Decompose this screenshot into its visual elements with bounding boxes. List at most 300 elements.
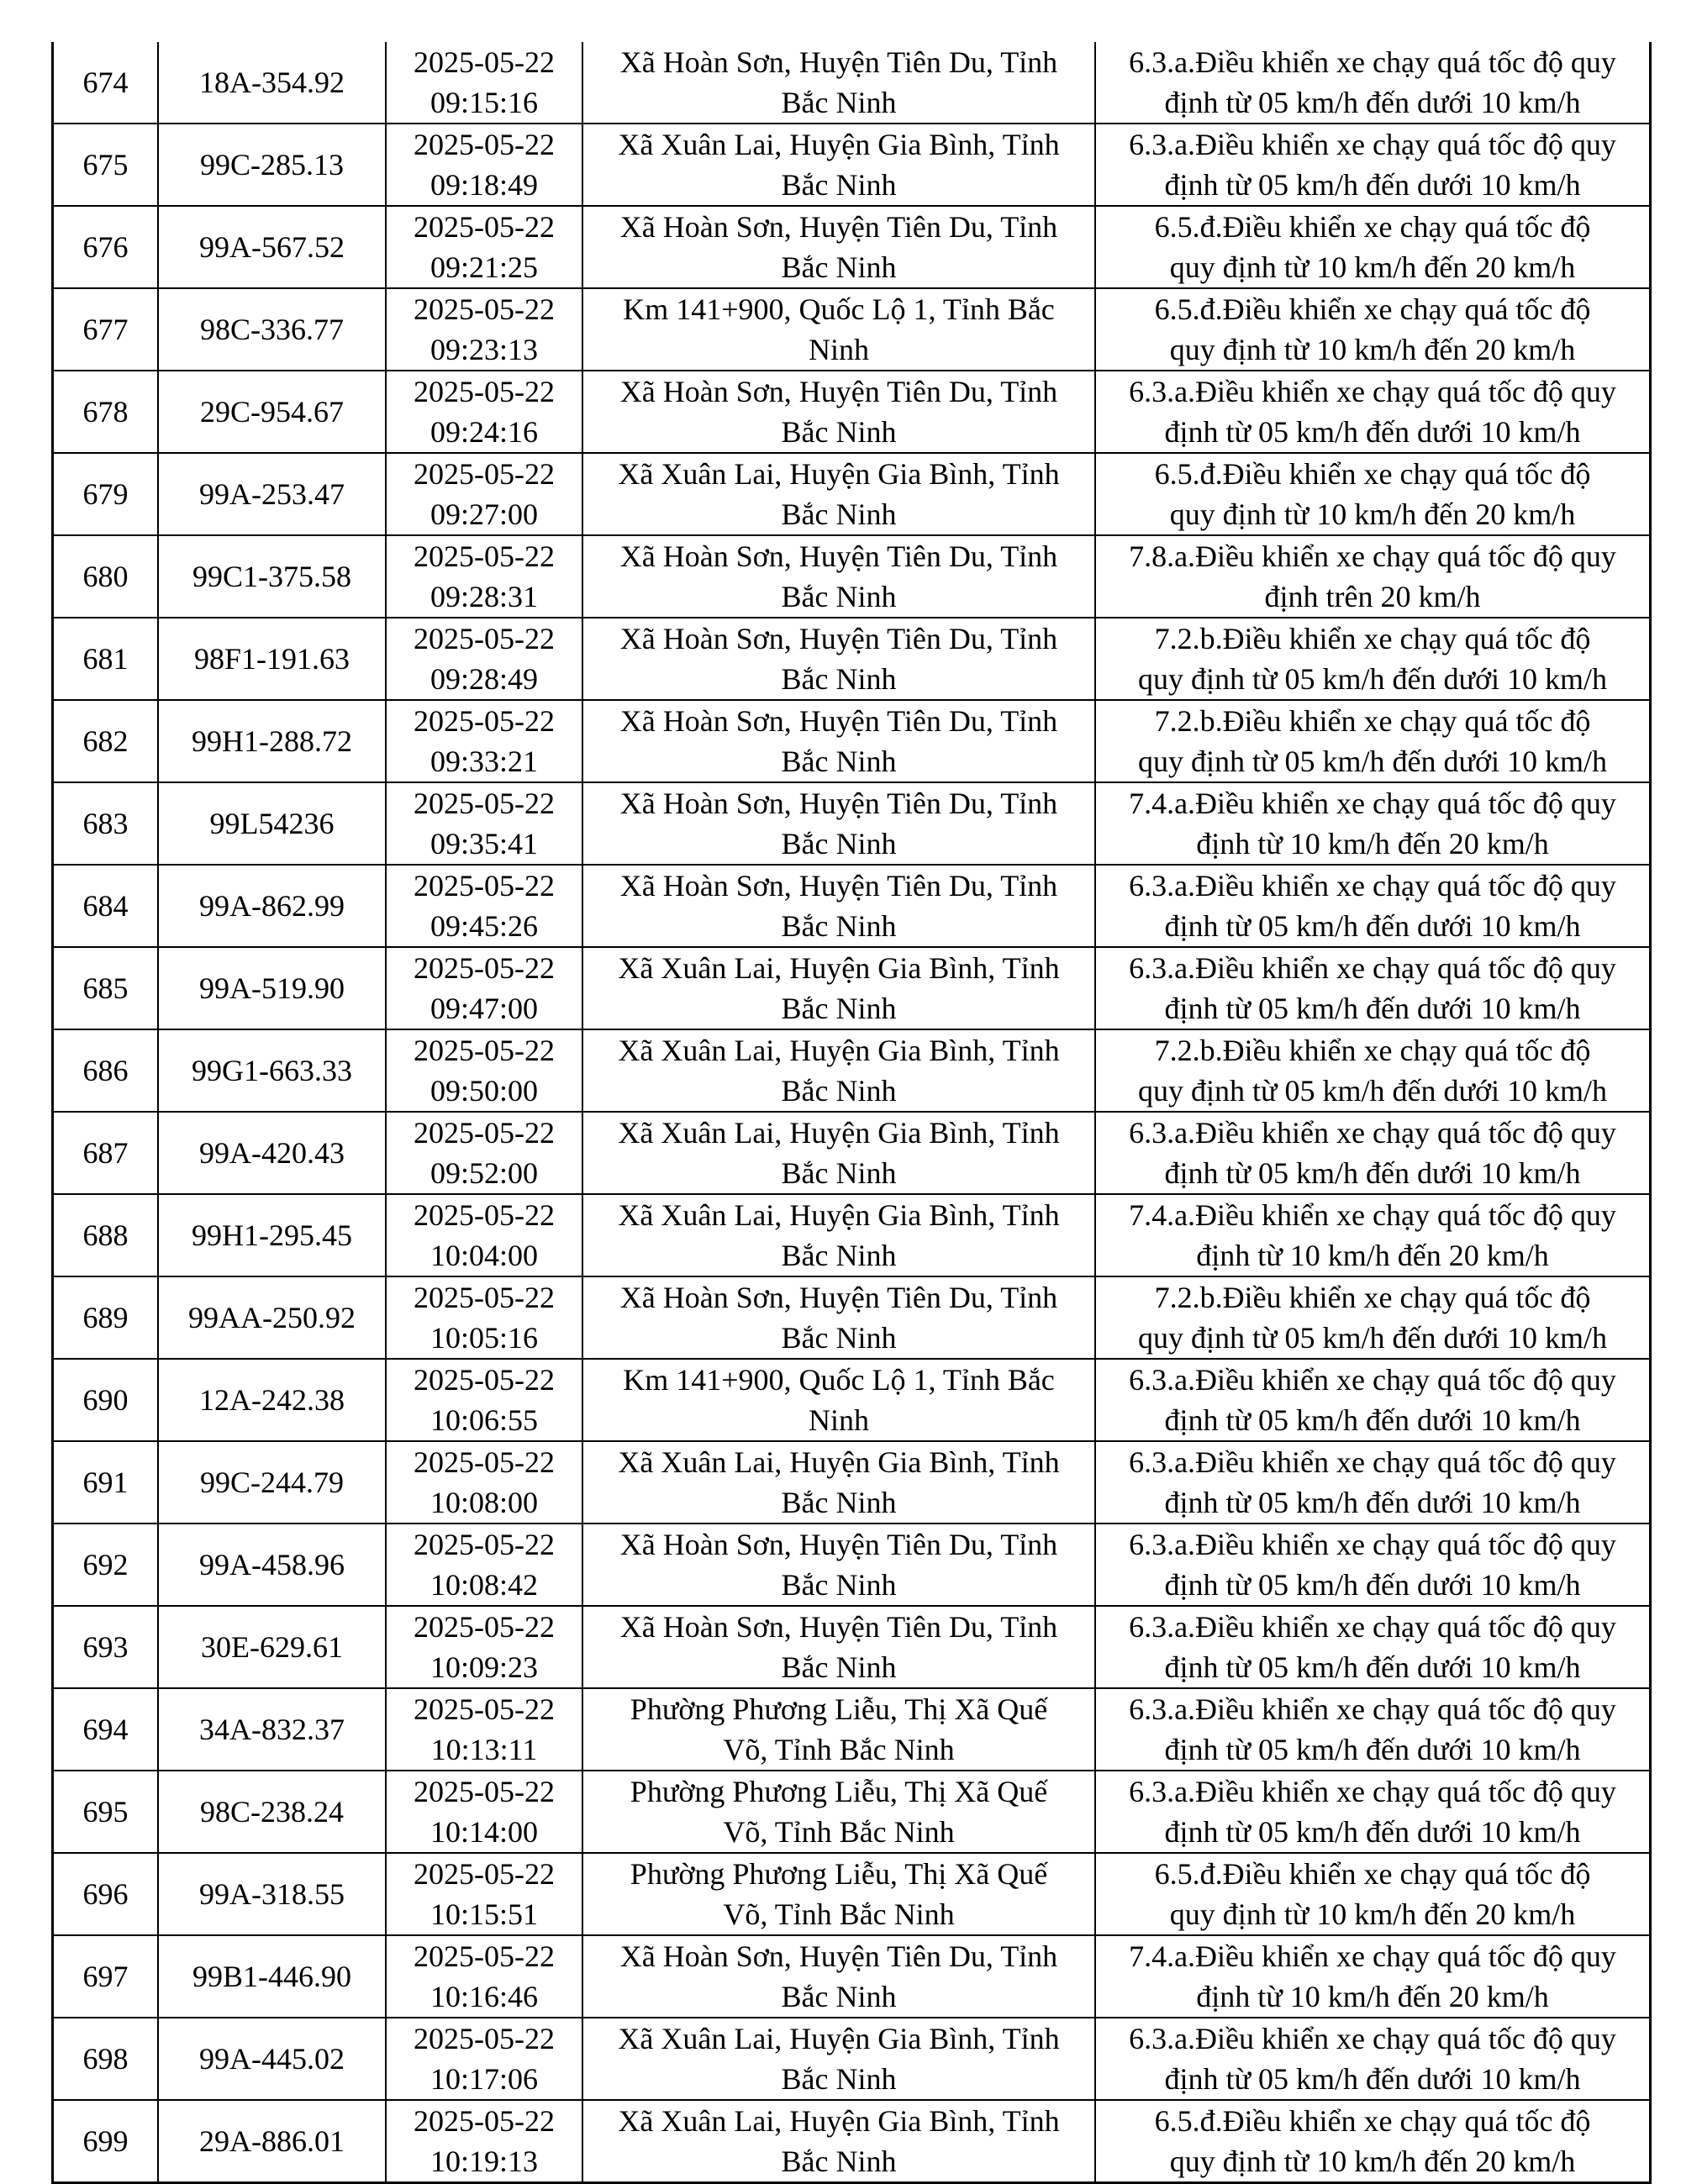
license-plate-cell	[158, 1359, 386, 1441]
license-plate: 98F1-191.63	[193, 642, 350, 676]
location-line: Xã Xuân Lai, Huyện Gia Bình, Tỉnh	[618, 1034, 1060, 1067]
license-plate-cell	[158, 1935, 386, 2018]
violation-time: 09:24:16	[429, 415, 538, 449]
violation-time: 09:35:41	[429, 827, 538, 860]
location-line: Xã Hoàn Sơn, Huyện Tiên Du, Tỉnh	[619, 1528, 1058, 1561]
table-row	[53, 700, 1651, 782]
row-number-cell	[53, 618, 159, 700]
violation-date: 2025-05-22	[414, 951, 555, 985]
violation-cell	[1095, 453, 1651, 535]
violation-line: 6.3.a.Điều khiển xe chạy quá tốc độ quy	[1129, 128, 1616, 161]
violation-date: 2025-05-22	[414, 1281, 555, 1314]
violation-line: 6.3.a.Điều khiển xe chạy quá tốc độ quy	[1129, 1528, 1616, 1561]
violation-time: 10:13:11	[430, 1733, 538, 1766]
location-line: Bắc Ninh	[781, 1650, 897, 1684]
license-plate: 99L54236	[209, 807, 335, 840]
location-cell	[582, 42, 1095, 124]
violation-cell	[1095, 2018, 1651, 2100]
datetime-cell	[386, 288, 582, 371]
license-plate: 99H1-288.72	[192, 724, 352, 758]
license-plate-cell	[158, 1853, 386, 1935]
license-plate-cell	[158, 206, 386, 288]
location-cell	[582, 2100, 1095, 2183]
datetime-cell	[386, 1771, 582, 1853]
location-cell	[582, 700, 1095, 782]
license-plate-cell	[158, 1276, 386, 1359]
violation-time: 10:06:55	[429, 1403, 538, 1437]
location-line: Xã Xuân Lai, Huyện Gia Bình, Tỉnh	[618, 1445, 1060, 1479]
violation-line: quy định từ 10 km/h đến 20 km/h	[1169, 497, 1576, 531]
location-cell	[582, 371, 1095, 453]
violation-time: 09:18:49	[429, 168, 538, 202]
table-row	[53, 1276, 1651, 1359]
table-row	[53, 535, 1651, 618]
license-plate: 99G1-663.33	[192, 1054, 352, 1087]
violation-line: định từ 05 km/h đến dưới 10 km/h	[1164, 1156, 1581, 1190]
violation-date: 2025-05-22	[414, 292, 555, 326]
row-number: 687	[82, 1136, 129, 1170]
license-plate: 99A-318.55	[199, 1877, 345, 1911]
table-row	[53, 1359, 1651, 1441]
location-line: Bắc Ninh	[781, 909, 897, 943]
license-plate-cell	[158, 124, 386, 206]
violation-line: định từ 05 km/h đến dưới 10 km/h	[1164, 1568, 1581, 1602]
location-line: Xã Xuân Lai, Huyện Gia Bình, Tỉnh	[618, 457, 1060, 491]
location-cell	[582, 1771, 1095, 1853]
table-row	[53, 618, 1651, 700]
license-plate: 99A-253.47	[199, 477, 345, 511]
row-number: 679	[82, 477, 129, 511]
location-cell	[582, 1441, 1095, 1524]
location-line: Xã Hoàn Sơn, Huyện Tiên Du, Tỉnh	[619, 1281, 1058, 1314]
location-line: Võ, Tỉnh Bắc Ninh	[723, 1897, 955, 1931]
license-plate-cell	[158, 535, 386, 618]
license-plate-cell	[158, 1441, 386, 1524]
location-line: Bắc Ninh	[781, 2062, 897, 2096]
violation-time: 09:45:26	[429, 909, 538, 943]
location-cell	[582, 1276, 1095, 1359]
row-number-cell	[53, 1194, 159, 1276]
location-cell	[582, 206, 1095, 288]
location-cell	[582, 865, 1095, 947]
row-number-cell	[53, 782, 159, 865]
violation-line: định từ 05 km/h đến dưới 10 km/h	[1164, 1486, 1581, 1519]
row-number: 689	[82, 1301, 129, 1334]
license-plate: 98C-238.24	[200, 1795, 344, 1829]
row-number: 674	[82, 66, 129, 99]
datetime-cell	[386, 2100, 582, 2183]
violation-time: 10:19:13	[429, 2145, 538, 2178]
violation-date: 2025-05-22	[414, 457, 555, 491]
row-number-cell	[53, 42, 159, 124]
row-number: 696	[82, 1877, 129, 1911]
row-number: 675	[82, 148, 129, 182]
violation-line: định từ 10 km/h đến 20 km/h	[1196, 827, 1549, 860]
violation-cell	[1095, 1276, 1651, 1359]
violation-date: 2025-05-22	[414, 787, 555, 820]
location-cell	[582, 453, 1095, 535]
license-plate: 99AA-250.92	[188, 1301, 356, 1334]
location-line: Xã Hoàn Sơn, Huyện Tiên Du, Tỉnh	[619, 539, 1058, 573]
table-row	[53, 2018, 1651, 2100]
violation-cell	[1095, 700, 1651, 782]
table-row	[53, 1606, 1651, 1688]
location-line: Võ, Tỉnh Bắc Ninh	[723, 1733, 955, 1766]
location-line: Xã Hoàn Sơn, Huyện Tiên Du, Tỉnh	[619, 210, 1058, 244]
violation-time: 09:21:25	[429, 250, 538, 284]
row-number-cell	[53, 124, 159, 206]
datetime-cell	[386, 1853, 582, 1935]
license-plate: 12A-242.38	[199, 1383, 345, 1417]
license-plate: 29A-886.01	[199, 2124, 345, 2158]
location-line: Bắc Ninh	[781, 415, 897, 449]
location-line: Xã Hoàn Sơn, Huyện Tiên Du, Tỉnh	[619, 787, 1058, 820]
violation-date: 2025-05-22	[414, 210, 555, 244]
location-line: Bắc Ninh	[781, 1156, 897, 1190]
datetime-cell	[386, 453, 582, 535]
location-line: Bắc Ninh	[781, 1568, 897, 1602]
violation-cell	[1095, 535, 1651, 618]
table-row	[53, 453, 1651, 535]
location-cell	[582, 947, 1095, 1029]
license-plate-cell	[158, 1194, 386, 1276]
row-number: 678	[82, 395, 129, 429]
violation-cell	[1095, 618, 1651, 700]
datetime-cell	[386, 1276, 582, 1359]
location-line: Xã Hoàn Sơn, Huyện Tiên Du, Tỉnh	[619, 1939, 1058, 1973]
table-row	[53, 865, 1651, 947]
table-row	[53, 1194, 1651, 1276]
violation-date: 2025-05-22	[414, 622, 555, 655]
violation-line: định từ 05 km/h đến dưới 10 km/h	[1164, 415, 1581, 449]
violation-cell	[1095, 1112, 1651, 1194]
row-number: 690	[82, 1383, 129, 1417]
violation-time: 09:52:00	[429, 1156, 538, 1190]
violation-cell	[1095, 1194, 1651, 1276]
license-plate: 34A-832.37	[199, 1713, 345, 1746]
violation-date: 2025-05-22	[414, 1939, 555, 1973]
datetime-cell	[386, 1935, 582, 2018]
location-cell	[582, 535, 1095, 618]
violation-date: 2025-05-22	[414, 1692, 555, 1726]
datetime-cell	[386, 371, 582, 453]
violation-line: định từ 10 km/h đến 20 km/h	[1196, 1980, 1549, 2013]
table-row	[53, 782, 1651, 865]
violation-line: định từ 05 km/h đến dưới 10 km/h	[1164, 1733, 1581, 1766]
row-number: 685	[82, 971, 129, 1005]
location-line: Phường Phương Liễu, Thị Xã Quế	[630, 1857, 1048, 1891]
violation-date: 2025-05-22	[414, 375, 555, 408]
location-line: Bắc Ninh	[781, 1074, 897, 1108]
datetime-cell	[386, 1112, 582, 1194]
license-plate: 99A-567.52	[199, 230, 345, 264]
datetime-cell	[386, 1524, 582, 1606]
violation-cell	[1095, 206, 1651, 288]
location-line: Ninh	[809, 333, 869, 366]
row-number: 691	[82, 1466, 129, 1499]
location-line: Xã Xuân Lai, Huyện Gia Bình, Tỉnh	[618, 2104, 1060, 2138]
violation-time: 09:27:00	[429, 497, 538, 531]
violation-cell	[1095, 865, 1651, 947]
location-cell	[582, 288, 1095, 371]
violation-line: 6.5.đ.Điều khiển xe chạy quá tốc độ	[1154, 457, 1591, 491]
violation-date: 2025-05-22	[414, 128, 555, 161]
violation-line: 6.5.đ.Điều khiển xe chạy quá tốc độ	[1154, 1857, 1591, 1891]
location-line: Võ, Tỉnh Bắc Ninh	[723, 1815, 955, 1849]
license-plate-cell	[158, 1524, 386, 1606]
table-row	[53, 206, 1651, 288]
datetime-cell	[386, 1029, 582, 1112]
violation-line: 7.8.a.Điều khiển xe chạy quá tốc độ quy	[1129, 539, 1616, 573]
license-plate: 99A-862.99	[199, 889, 345, 923]
violation-date: 2025-05-22	[414, 1857, 555, 1891]
row-number: 676	[82, 230, 129, 264]
violation-line: 6.3.a.Điều khiển xe chạy quá tốc độ quy	[1129, 2022, 1616, 2055]
location-line: Bắc Ninh	[781, 168, 897, 202]
location-line: Km 141+900, Quốc Lộ 1, Tỉnh Bắc	[623, 1363, 1055, 1397]
location-line: Xã Hoàn Sơn, Huyện Tiên Du, Tỉnh	[619, 869, 1058, 903]
row-number-cell	[53, 700, 159, 782]
violation-line: quy định từ 05 km/h đến dưới 10 km/h	[1137, 745, 1608, 778]
row-number-cell	[53, 288, 159, 371]
row-number: 677	[82, 313, 129, 346]
location-line: Xã Hoàn Sơn, Huyện Tiên Du, Tỉnh	[619, 1610, 1058, 1644]
location-line: Xã Hoàn Sơn, Huyện Tiên Du, Tỉnh	[619, 622, 1058, 655]
datetime-cell	[386, 947, 582, 1029]
violation-cell	[1095, 124, 1651, 206]
row-number: 680	[82, 560, 129, 593]
violation-line: quy định từ 10 km/h đến 20 km/h	[1169, 1897, 1576, 1931]
row-number: 698	[82, 2042, 129, 2076]
location-line: Phường Phương Liễu, Thị Xã Quế	[630, 1692, 1048, 1726]
violation-date: 2025-05-22	[414, 45, 555, 79]
table-row	[53, 124, 1651, 206]
location-line: Km 141+900, Quốc Lộ 1, Tỉnh Bắc	[623, 292, 1055, 326]
row-number-cell	[53, 1606, 159, 1688]
location-line: Bắc Ninh	[781, 497, 897, 531]
datetime-cell	[386, 42, 582, 124]
violation-cell	[1095, 1771, 1651, 1853]
row-number-cell	[53, 1029, 159, 1112]
location-cell	[582, 2018, 1095, 2100]
row-number: 692	[82, 1548, 129, 1581]
violation-cell	[1095, 1524, 1651, 1606]
violation-line: quy định từ 05 km/h đến dưới 10 km/h	[1137, 1074, 1608, 1108]
license-plate-cell	[158, 865, 386, 947]
row-number: 688	[82, 1218, 129, 1252]
violation-cell	[1095, 1441, 1651, 1524]
table-row	[53, 1441, 1651, 1524]
violation-time: 10:09:23	[429, 1650, 538, 1684]
location-line: Xã Hoàn Sơn, Huyện Tiên Du, Tỉnh	[619, 375, 1058, 408]
violation-time: 10:15:51	[429, 1897, 538, 1931]
violation-time: 10:14:00	[429, 1815, 538, 1849]
license-plate-cell	[158, 1112, 386, 1194]
location-line: Bắc Ninh	[781, 1980, 897, 2013]
license-plate: 99A-519.90	[199, 971, 345, 1005]
violation-date: 2025-05-22	[414, 1034, 555, 1067]
violation-line: 6.3.a.Điều khiển xe chạy quá tốc độ quy	[1129, 869, 1616, 903]
violation-line: quy định từ 05 km/h đến dưới 10 km/h	[1137, 1321, 1608, 1355]
location-line: Xã Xuân Lai, Huyện Gia Bình, Tỉnh	[618, 128, 1060, 161]
violation-line: định trên 20 km/h	[1264, 580, 1481, 613]
table-row	[53, 288, 1651, 371]
license-plate-cell	[158, 700, 386, 782]
violation-line: 7.4.a.Điều khiển xe chạy quá tốc độ quy	[1129, 787, 1616, 820]
location-line: Xã Xuân Lai, Huyện Gia Bình, Tỉnh	[618, 2022, 1060, 2055]
violation-cell	[1095, 1935, 1651, 2018]
location-line: Bắc Ninh	[781, 1486, 897, 1519]
license-plate: 99C-285.13	[200, 148, 344, 182]
violation-time: 10:16:46	[429, 1980, 538, 2013]
violation-line: 6.5.đ.Điều khiển xe chạy quá tốc độ	[1154, 292, 1591, 326]
row-number-cell	[53, 2100, 159, 2183]
location-line: Xã Hoàn Sơn, Huyện Tiên Du, Tỉnh	[619, 45, 1058, 79]
table-row	[53, 1112, 1651, 1194]
violation-cell	[1095, 1029, 1651, 1112]
location-line: Bắc Ninh	[781, 745, 897, 778]
row-number-cell	[53, 1688, 159, 1771]
license-plate: 98C-336.77	[200, 313, 344, 346]
license-plate-cell	[158, 2018, 386, 2100]
violation-date: 2025-05-22	[414, 1198, 555, 1232]
row-number-cell	[53, 453, 159, 535]
violation-line: định từ 05 km/h đến dưới 10 km/h	[1164, 168, 1581, 202]
location-line: Xã Xuân Lai, Huyện Gia Bình, Tỉnh	[618, 1198, 1060, 1232]
license-plate-cell	[158, 1606, 386, 1688]
location-line: Xã Hoàn Sơn, Huyện Tiên Du, Tỉnh	[619, 704, 1058, 738]
violations-table-body	[53, 42, 1651, 2183]
violation-line: 6.3.a.Điều khiển xe chạy quá tốc độ quy	[1129, 1775, 1616, 1808]
row-number: 681	[82, 642, 129, 676]
license-plate: 99A-458.96	[199, 1548, 345, 1581]
violation-cell	[1095, 1606, 1651, 1688]
violation-line: quy định từ 10 km/h đến 20 km/h	[1169, 250, 1576, 284]
violation-line: 6.3.a.Điều khiển xe chạy quá tốc độ quy	[1129, 375, 1616, 408]
violation-time: 09:23:13	[429, 333, 538, 366]
datetime-cell	[386, 206, 582, 288]
datetime-cell	[386, 535, 582, 618]
license-plate-cell	[158, 1771, 386, 1853]
table-row	[53, 1524, 1651, 1606]
location-line: Ninh	[809, 1403, 869, 1437]
violation-cell	[1095, 947, 1651, 1029]
license-plate: 99B1-446.90	[192, 1960, 351, 1993]
violation-line: định từ 05 km/h đến dưới 10 km/h	[1164, 1650, 1581, 1684]
license-plate-cell	[158, 618, 386, 700]
license-plate: 99C-244.79	[200, 1466, 344, 1499]
violation-line: 7.4.a.Điều khiển xe chạy quá tốc độ quy	[1129, 1939, 1616, 1973]
violation-time: 10:08:42	[429, 1568, 538, 1602]
row-number-cell	[53, 535, 159, 618]
violation-time: 10:05:16	[429, 1321, 538, 1355]
license-plate: 99H1-295.45	[192, 1218, 352, 1252]
license-plate-cell	[158, 453, 386, 535]
violation-line: định từ 10 km/h đến 20 km/h	[1196, 1239, 1549, 1272]
datetime-cell	[386, 1606, 582, 1688]
location-line: Bắc Ninh	[781, 1239, 897, 1272]
location-line: Bắc Ninh	[781, 827, 897, 860]
violation-time: 09:15:16	[429, 86, 538, 119]
location-line: Phường Phương Liễu, Thị Xã Quế	[630, 1775, 1048, 1808]
violation-time: 09:47:00	[429, 992, 538, 1025]
location-cell	[582, 1524, 1095, 1606]
license-plate-cell	[158, 42, 386, 124]
violation-date: 2025-05-22	[414, 869, 555, 903]
location-cell	[582, 1029, 1095, 1112]
row-number-cell	[53, 1441, 159, 1524]
violation-line: 7.2.b.Điều khiển xe chạy quá tốc độ	[1154, 1034, 1591, 1067]
license-plate: 99A-420.43	[199, 1136, 345, 1170]
row-number-cell	[53, 865, 159, 947]
violation-line: định từ 05 km/h đến dưới 10 km/h	[1164, 909, 1581, 943]
location-line: Bắc Ninh	[781, 86, 897, 119]
violation-line: quy định từ 10 km/h đến 20 km/h	[1169, 2145, 1576, 2178]
row-number-cell	[53, 2018, 159, 2100]
table-row	[53, 42, 1651, 124]
violation-time: 09:28:31	[429, 580, 538, 613]
row-number-cell	[53, 1112, 159, 1194]
violation-time: 09:50:00	[429, 1074, 538, 1108]
license-plate: 30E-629.61	[201, 1630, 343, 1664]
row-number: 694	[82, 1713, 129, 1746]
violation-line: định từ 05 km/h đến dưới 10 km/h	[1164, 86, 1581, 119]
violation-line: 6.3.a.Điều khiển xe chạy quá tốc độ quy	[1129, 1445, 1616, 1479]
license-plate-cell	[158, 1029, 386, 1112]
violation-line: 6.3.a.Điều khiển xe chạy quá tốc độ quy	[1129, 45, 1616, 79]
violation-line: 6.3.a.Điều khiển xe chạy quá tốc độ quy	[1129, 1116, 1616, 1150]
row-number-cell	[53, 947, 159, 1029]
license-plate-cell	[158, 947, 386, 1029]
violation-cell	[1095, 2100, 1651, 2183]
violation-cell	[1095, 1853, 1651, 1935]
violation-cell	[1095, 1359, 1651, 1441]
row-number-cell	[53, 1276, 159, 1359]
violation-line: quy định từ 05 km/h đến dưới 10 km/h	[1137, 662, 1608, 696]
violation-time: 09:33:21	[429, 745, 538, 778]
table-row	[53, 1029, 1651, 1112]
license-plate: 99C1-375.58	[192, 560, 351, 593]
violation-line: 7.2.b.Điều khiển xe chạy quá tốc độ	[1154, 1281, 1591, 1314]
location-cell	[582, 1359, 1095, 1441]
violations-table	[51, 42, 1652, 2184]
table-row	[53, 2100, 1651, 2183]
row-number-cell	[53, 371, 159, 453]
violation-date: 2025-05-22	[414, 1363, 555, 1397]
row-number-cell	[53, 1524, 159, 1606]
violation-line: định từ 05 km/h đến dưới 10 km/h	[1164, 992, 1581, 1025]
row-number-cell	[53, 1935, 159, 2018]
violation-line: định từ 05 km/h đến dưới 10 km/h	[1164, 1403, 1581, 1437]
datetime-cell	[386, 618, 582, 700]
row-number: 683	[82, 807, 129, 840]
violation-line: 6.3.a.Điều khiển xe chạy quá tốc độ quy	[1129, 1610, 1616, 1644]
license-plate-cell	[158, 371, 386, 453]
location-cell	[582, 1194, 1095, 1276]
row-number-cell	[53, 1771, 159, 1853]
violation-cell	[1095, 42, 1651, 124]
datetime-cell	[386, 124, 582, 206]
row-number: 686	[82, 1054, 129, 1087]
violation-line: 7.4.a.Điều khiển xe chạy quá tốc độ quy	[1129, 1198, 1616, 1232]
datetime-cell	[386, 782, 582, 865]
license-plate: 29C-954.67	[200, 395, 344, 429]
table-row	[53, 1853, 1651, 1935]
row-number-cell	[53, 1853, 159, 1935]
violation-line: định từ 05 km/h đến dưới 10 km/h	[1164, 2062, 1581, 2096]
location-cell	[582, 124, 1095, 206]
violation-time: 09:28:49	[429, 662, 538, 696]
